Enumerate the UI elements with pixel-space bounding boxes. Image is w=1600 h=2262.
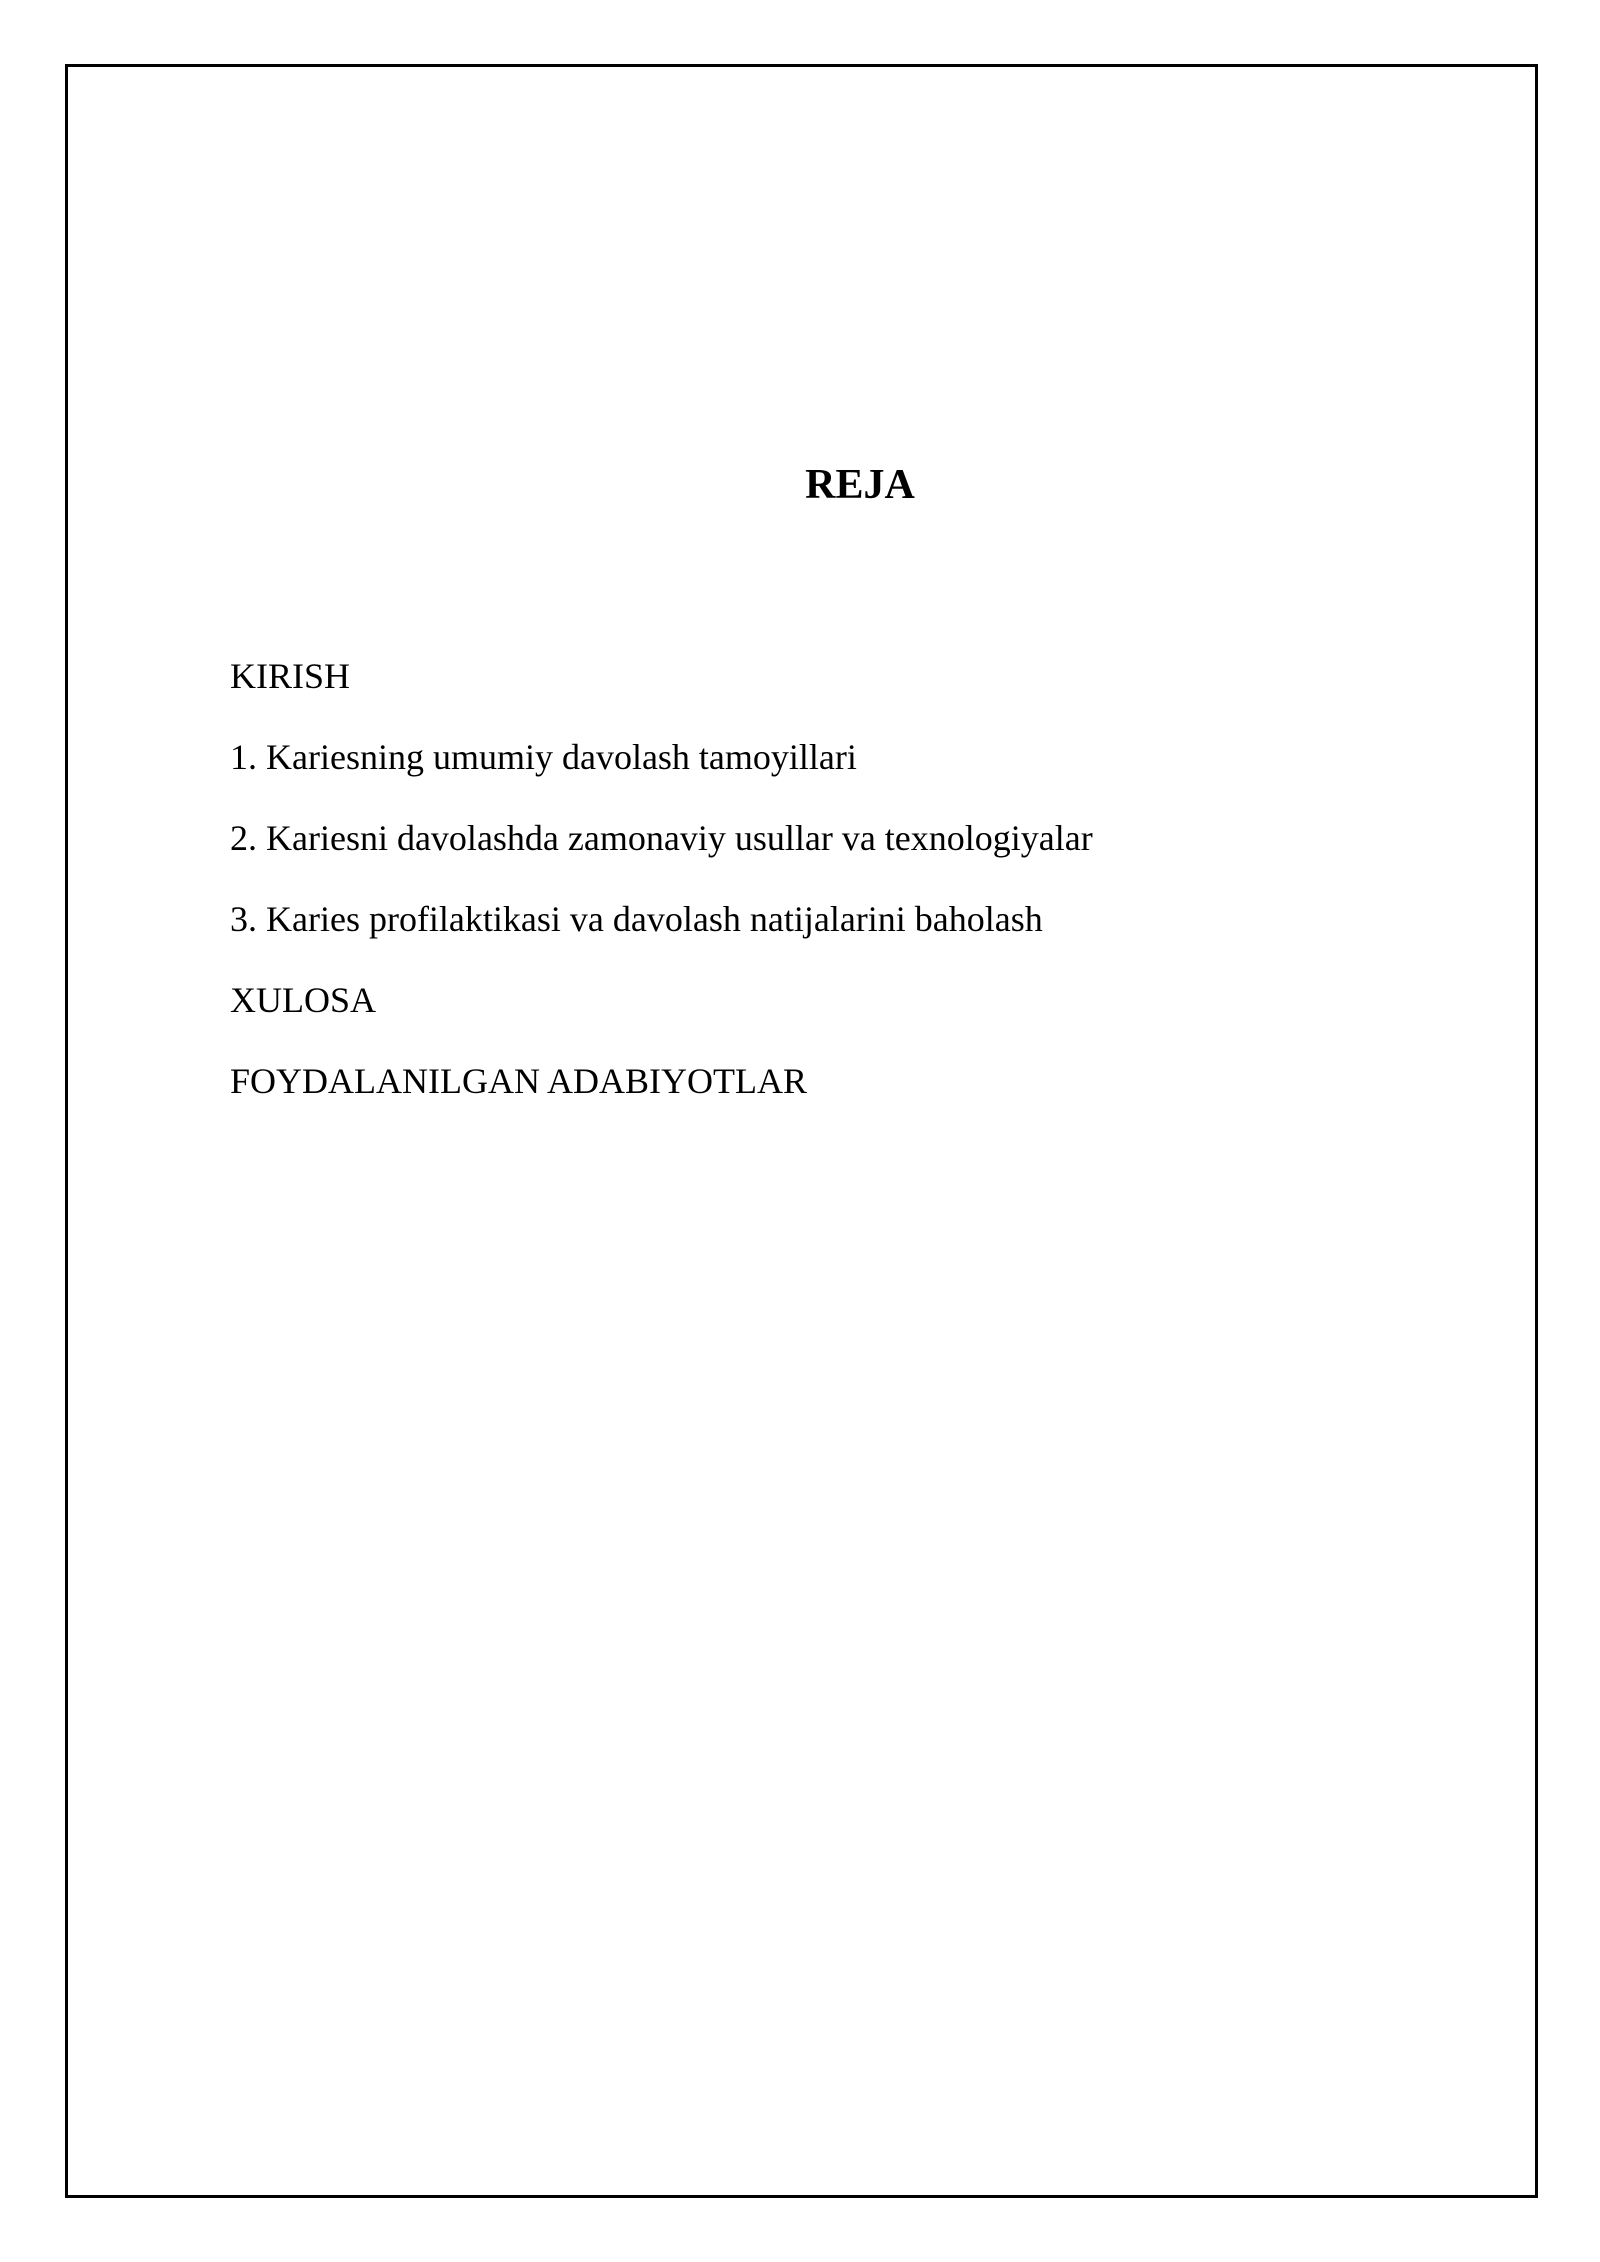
toc-item-references: FOYDALANILGAN ADABIYOTLAR [230, 1061, 807, 1101]
toc-item-introduction: KIRISH [230, 656, 351, 696]
toc-item-conclusion: XULOSA [230, 980, 377, 1020]
page-border-frame [65, 64, 1538, 2198]
toc-item-chapter-3: 3. Karies profilaktikasi va davolash natijalarini baholash [230, 899, 1043, 939]
page-title: REJA [805, 462, 915, 508]
toc-item-chapter-1: 1. Kariesning umumiy davolash tamoyillari [230, 737, 857, 777]
toc-item-chapter-2: 2. Kariesni davolashda zamonaviy usullar va texnologiyalar [230, 818, 1093, 858]
table-of-contents [230, 636, 1093, 1122]
